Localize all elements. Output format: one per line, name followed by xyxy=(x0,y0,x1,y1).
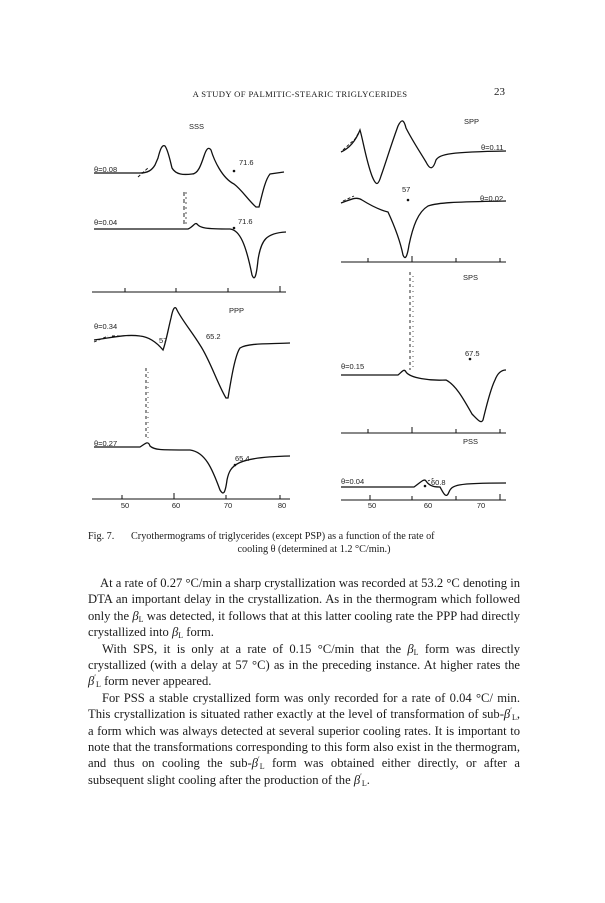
rate-spp-top: θ=0.11 xyxy=(481,143,504,152)
tick-right-50: 50 xyxy=(367,501,377,510)
paragraph-3: For PSS a stable crystallized form was only recorded for a rate of 0.04 °C/ min. This crystallization is situated rather exactly at the level of transformation of sub-$\beta'_L$, a form which was always detected at several superior cooling rates. It is important to note that the transformations corresponding to this form also exist in the thermogram, and thus on cooling the sub-$\beta'_L$ form was obtained either directly, or after a subsequent slight cooling after the production of the $\beta'_L$. xyxy=(88,690,520,788)
sps-curve xyxy=(341,370,506,422)
panel-title-sps: SPS xyxy=(463,273,479,282)
tick-left-50: 50 xyxy=(120,501,130,510)
peak-sps: 67.5 xyxy=(465,349,480,358)
tick-left-80: 80 xyxy=(277,501,287,510)
caption-line-1: Cryothermograms of triglycerides (except PSP) as a function of the rate of xyxy=(131,531,435,542)
panel-title-pss: PSS xyxy=(463,437,479,446)
ppp-bottom-curve xyxy=(94,443,290,493)
rate-ppp-bottom: θ=0.27 xyxy=(94,439,118,448)
sss-top-curve xyxy=(94,146,284,207)
running-title: A STUDY OF PALMITIC-STEARIC TRIGLYCERIDES xyxy=(192,89,408,99)
panel-title-sss: SSS xyxy=(189,122,205,131)
caption-label: Fig. 7. xyxy=(88,531,115,542)
body-text xyxy=(88,575,520,788)
rate-sps: θ=0.15 xyxy=(341,362,365,371)
paragraph-2: With SPS, it is only at a rate of 0.15 °C/min that the $\beta_L$ form was directly crystallized (with a delay at 57 °C) as in the preceding instance. At higher rates the $\beta'_L$ form never appeared. xyxy=(88,641,520,690)
caption-line-2: cooling θ (determined at 1.2 °C/min.) xyxy=(237,544,391,555)
ppp-top-curve xyxy=(94,308,290,398)
panel-title-ppp: PPP xyxy=(229,306,245,315)
sss-bottom-curve xyxy=(94,224,286,278)
spp-top-curve xyxy=(341,121,506,184)
rate-pss: θ=0.04 xyxy=(341,477,365,486)
peak-ppp-57: 57 xyxy=(159,336,168,345)
rate-sss-top: θ=0.08 xyxy=(94,165,118,174)
rate-spp-bottom: θ=0.02 xyxy=(480,194,504,203)
spp-bottom-curve xyxy=(341,198,506,257)
tick-left-60: 60 xyxy=(171,501,181,510)
rate-sss-bottom: θ=0.04 xyxy=(94,218,118,227)
peak-sss-bottom: 71.6 xyxy=(238,217,253,226)
pss-curve xyxy=(341,480,506,495)
peak-ppp-bottom: 65.4 xyxy=(235,454,250,463)
rate-ppp-top: θ=0.34 xyxy=(94,322,118,331)
figure-caption xyxy=(88,530,520,556)
peak-spp: 57 xyxy=(402,185,411,194)
paragraph-1: At a rate of 0.27 °C/min a sharp crystallization was recorded at 53.2 °C denoting in DTA an important delay in the crystallization. As in the thermogram which followed only the $\beta_L$ was detected, it follows that at this latter cooling rate the PPP had directly crystallized into $\beta_L$ form. xyxy=(88,576,521,641)
tick-left-70: 70 xyxy=(223,501,233,510)
peak-sss-top: 71.6 xyxy=(239,158,254,167)
peak-ppp-top: 65.2 xyxy=(206,332,221,341)
panel-title-spp: SPP xyxy=(464,117,480,126)
peak-pss: 60.8 xyxy=(431,478,446,487)
page-number: 23 xyxy=(494,86,505,98)
tick-right-70: 70 xyxy=(476,501,486,510)
tick-right-60: 60 xyxy=(423,501,433,510)
